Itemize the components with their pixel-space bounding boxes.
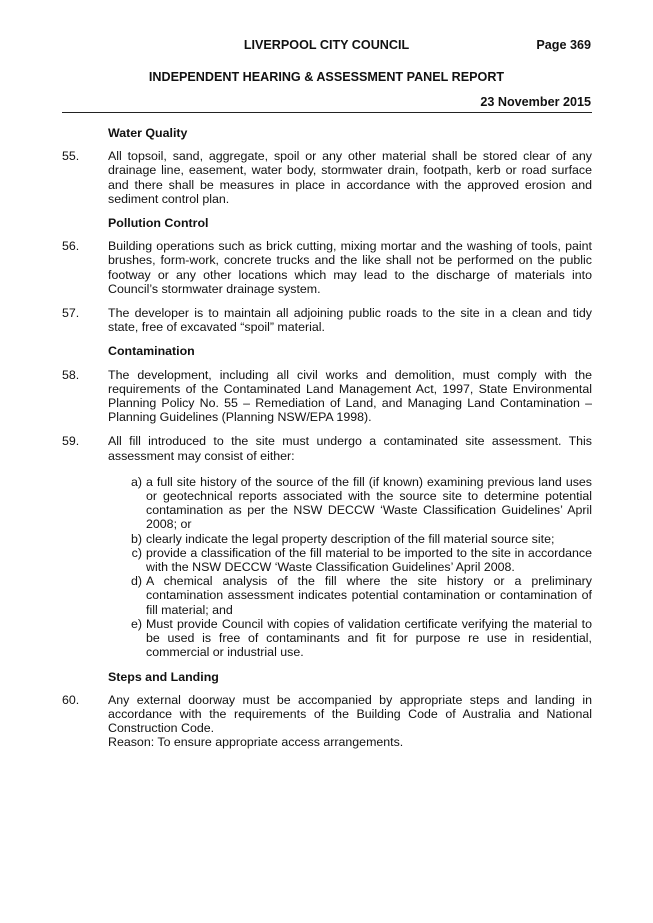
list-item-letter: c)	[131, 545, 142, 560]
header-report-title: INDEPENDENT HEARING & ASSESSMENT PANEL REPORT	[148, 70, 505, 84]
condition-number: 56.	[62, 239, 80, 254]
list-item	[108, 532, 592, 546]
list-item	[108, 546, 592, 574]
list-item-letter: e)	[130, 616, 142, 631]
list-item-text: a full site history of the source of the fill (if known) examining previous land uses or geotechnical reports associated with the source site to determine potential contamination as per the NSW DECCW ‘Waste Classification Guidelines’ April 2008; or	[146, 474, 592, 532]
list-item-text: A chemical analysis of the fill where the site history or a preliminary contamination assessment indicates potential contamination or contamination of fill material; and	[146, 574, 592, 617]
condition-55	[62, 149, 592, 206]
list-item-text: clearly indicate the legal property description of the fill material source site;	[146, 531, 555, 546]
header-page-number: Page 369	[536, 38, 591, 52]
list-item-text: Must provide Council with copies of validation certificate verifying the material to be used is free of contaminants and fit for purpose re use in residential, commercial or industrial use.	[146, 616, 592, 660]
condition-number: 59.	[62, 434, 80, 449]
condition-number: 57.	[62, 306, 80, 321]
document-body	[62, 126, 592, 760]
header-divider	[62, 112, 592, 113]
list-item	[108, 574, 592, 617]
section-heading-steps-and-landing: Steps and Landing	[108, 669, 219, 684]
condition-text: The development, including all civil works and demolition, must comply with the requirements of the Contaminated Land Management Act, 1997, State Environmental Planning Policy No. 55 – Remediation of Land, and Managing Land Contamination – Planning Guidelines (Planning NSW/EPA 1998).	[108, 367, 592, 425]
condition-text: The developer is to maintain all adjoining public roads to the site in a clean and tidy state, free of excavated “spoil” material.	[108, 306, 592, 335]
condition-text: Building operations such as brick cutting, mixing mortar and the washing of tools, paint brushes, form-work, concrete trucks and the like shall not be performed on the public footway or any other locations which may lead to the discharge of materials into Council’s stormwater drainage system.	[108, 239, 592, 296]
condition-58	[62, 368, 592, 425]
condition-text: All fill introduced to the site must undergo a contaminated site assessment. This assessment may consist of either:	[108, 434, 592, 463]
assessment-options-list	[108, 475, 592, 660]
list-item-text: provide a classification of the fill material to be imported to the site in accordance with the NSW DECCW ‘Waste Classification Guidelines’ April 2008.	[146, 545, 592, 575]
condition-59	[62, 434, 592, 659]
condition-number: 60.	[62, 692, 80, 707]
list-item-letter: d)	[130, 574, 142, 589]
section-heading-contamination: Contamination	[108, 344, 195, 359]
condition-reason: Reason: To ensure appropriate access arrangements.	[108, 735, 404, 750]
list-item-letter: a)	[130, 474, 142, 489]
condition-text: Any external doorway must be accompanied by appropriate steps and landing in accordance with the requirements of the Building Code of Australia and National Construction Code.	[108, 692, 592, 736]
condition-57	[62, 306, 592, 334]
condition-56	[62, 239, 592, 296]
condition-60	[62, 693, 592, 750]
list-item	[108, 617, 592, 660]
condition-text: All topsoil, sand, aggregate, spoil or any other material shall be stored clear of any drainage line, easement, water body, stormwater drain, footpath, kerb or road surface and there shall be measures in place in accordance with the approved erosion and sediment control plan.	[108, 149, 592, 206]
header-date: 23 November 2015	[480, 95, 591, 109]
header-council: LIVERPOOL CITY COUNCIL	[243, 38, 410, 52]
section-heading-water-quality: Water Quality	[108, 126, 188, 140]
list-item-letter: b)	[130, 531, 142, 546]
condition-number: 55.	[62, 149, 80, 164]
section-heading-pollution-control: Pollution Control	[108, 216, 209, 231]
list-item	[108, 475, 592, 532]
condition-number: 58.	[62, 367, 80, 382]
